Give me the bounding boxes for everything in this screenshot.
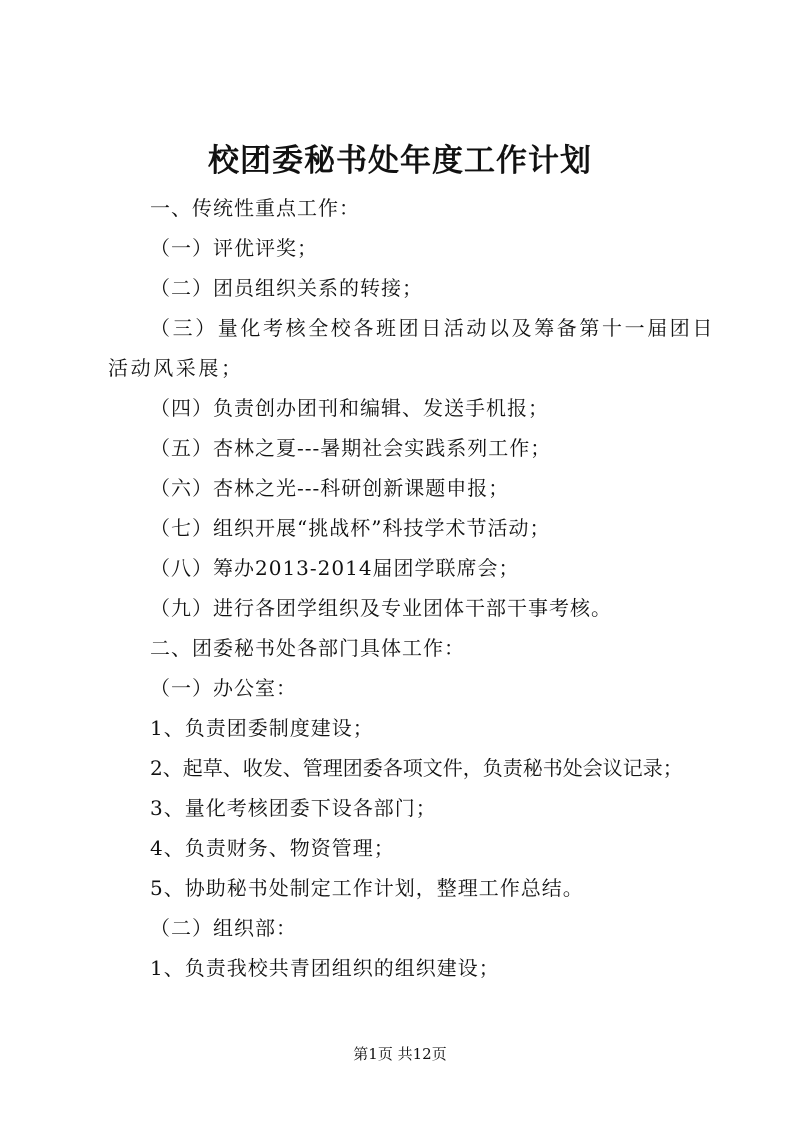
list-item: （二）团员组织关系的转接； bbox=[150, 276, 423, 300]
list-item: 2、起草、收发、管理团委各项文件，负责秘书处会议记录； bbox=[150, 756, 683, 780]
list-item: 1、负责团委制度建设； bbox=[150, 716, 374, 740]
list-item: 4、负责财务、物资管理； bbox=[150, 836, 395, 860]
subsection-heading-office: （一）办公室： bbox=[150, 676, 297, 700]
list-item: （七）组织开展“挑战杯”科技学术节活动； bbox=[150, 516, 551, 540]
page-footer: 第1页 共12页 bbox=[353, 1045, 447, 1063]
document-title: 校团委秘书处年度工作计划 bbox=[208, 143, 592, 179]
list-item: 5、协助秘书处制定工作计划，整理工作总结。 bbox=[150, 876, 584, 900]
section-heading-department-work: 二、团委秘书处各部门具体工作： bbox=[150, 636, 465, 660]
list-item: （五）杏林之夏---暑期社会实践系列工作； bbox=[150, 436, 552, 460]
list-item: 1、负责我校共青团组织的组织建设； bbox=[150, 956, 500, 980]
subsection-heading-organization: （二）组织部： bbox=[150, 916, 297, 940]
list-item: （三）量化考核全校各班团日活动以及筹备第十一届团日活动风采展； bbox=[108, 316, 715, 380]
list-item: （九）进行各团学组织及专业团体干部干事考核。 bbox=[150, 596, 612, 620]
list-item: （一）评优评奖； bbox=[150, 236, 318, 260]
list-item: 3、量化考核团委下设各部门； bbox=[150, 796, 437, 820]
document-body bbox=[108, 188, 720, 988]
section-heading-traditional-work: 一、传统性重点工作： bbox=[150, 196, 360, 220]
list-item: （八）筹办2013-2014届团学联席会； bbox=[150, 556, 520, 580]
list-item: （四）负责创办团刊和编辑、发送手机报； bbox=[150, 396, 549, 420]
list-item: （六）杏林之光---科研创新课题申报； bbox=[150, 476, 510, 500]
